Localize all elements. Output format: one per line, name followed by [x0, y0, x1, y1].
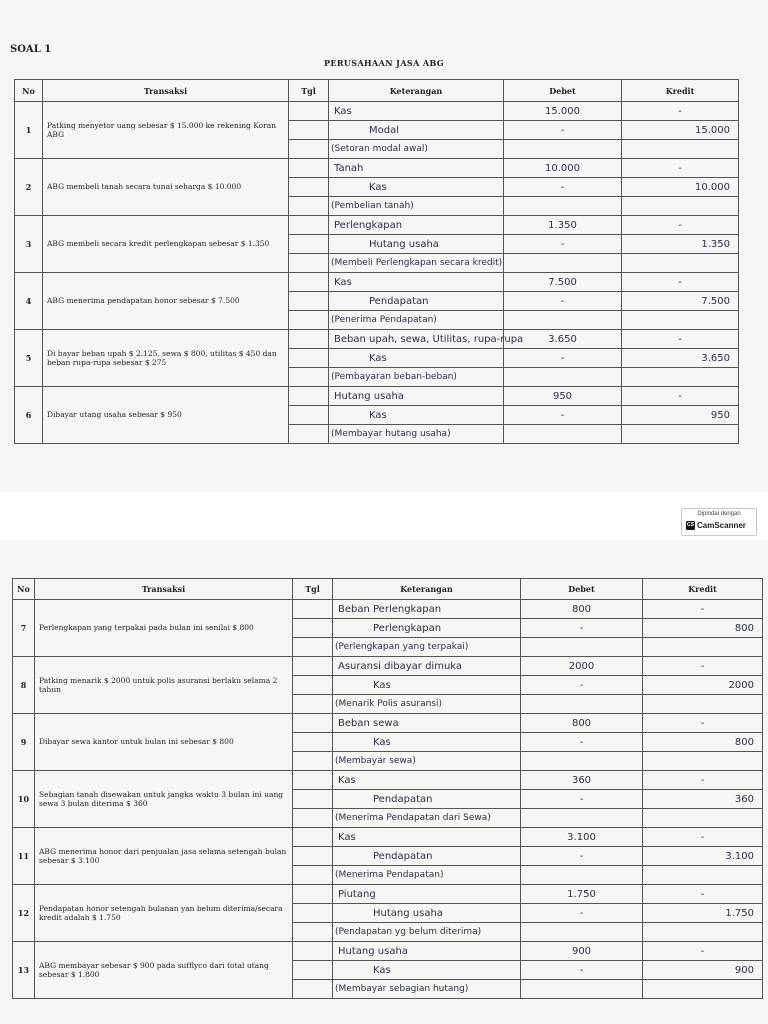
date-cell	[293, 638, 333, 657]
debit-amount	[504, 254, 622, 273]
debit-amount	[504, 197, 622, 216]
entry-note: (Pembelian tanah)	[329, 197, 504, 216]
column-header: Debet	[521, 579, 643, 600]
entry-number: 5	[15, 330, 43, 387]
date-cell	[289, 102, 329, 121]
date-cell	[289, 292, 329, 311]
credit-amount: -	[643, 657, 763, 676]
credit-account: Hutang usaha	[329, 235, 504, 254]
debit-account: Hutang usaha	[329, 387, 504, 406]
debit-account: Perlengkapan	[329, 216, 504, 235]
entry-number: 10	[13, 771, 35, 828]
debit-account: Beban upah, sewa, Utilitas, rupa-rupa	[329, 330, 504, 349]
column-header: Tgl	[293, 579, 333, 600]
credit-amount: 1.350	[622, 235, 739, 254]
debit-amount: 900	[521, 942, 643, 961]
debit-amount	[521, 638, 643, 657]
entry-note: (Membayar sebagian hutang)	[333, 980, 521, 999]
credit-account: Kas	[333, 961, 521, 980]
column-header: Transaksi	[43, 80, 289, 102]
debit-amount: -	[521, 961, 643, 980]
debit-amount	[521, 923, 643, 942]
credit-amount: -	[643, 771, 763, 790]
entry-number: 7	[13, 600, 35, 657]
column-header: No	[15, 80, 43, 102]
credit-account: Pendapatan	[333, 790, 521, 809]
debit-amount: -	[504, 349, 622, 368]
debit-amount: -	[521, 733, 643, 752]
entry-number: 3	[15, 216, 43, 273]
date-cell	[289, 235, 329, 254]
scanned-with-label: Dipindai dengan	[697, 511, 741, 517]
credit-amount: -	[622, 216, 739, 235]
credit-amount	[622, 425, 739, 444]
debit-amount	[521, 980, 643, 999]
transaction-description: Dibayar sewa kantor untuk bulan ini sebesar $ 800	[35, 714, 293, 771]
credit-amount	[622, 368, 739, 387]
date-cell	[289, 273, 329, 292]
debit-amount: 1.750	[521, 885, 643, 904]
entry-number: 2	[15, 159, 43, 216]
debit-amount	[521, 752, 643, 771]
transaction-description: ABG menerima honor dari penjualan jasa selama setengah bulan sebesar $ 3.100	[35, 828, 293, 885]
credit-amount: -	[643, 828, 763, 847]
date-cell	[289, 406, 329, 425]
table-row	[15, 159, 739, 178]
date-cell	[289, 330, 329, 349]
debit-amount: -	[504, 121, 622, 140]
debit-account: Kas	[333, 828, 521, 847]
journal-table-continued	[12, 578, 763, 999]
entry-number: 1	[15, 102, 43, 159]
table-row	[15, 387, 739, 406]
transaction-description: Di bayar beban upah $ 2.125, sewa $ 800, utilitas $ 450 dan beban rupa-rupa sebesar $ 275	[43, 330, 289, 387]
debit-amount: 2000	[521, 657, 643, 676]
table-row	[13, 771, 763, 790]
debit-amount: -	[504, 235, 622, 254]
debit-account: Piutang	[333, 885, 521, 904]
entry-note: (Membeli Perlengkapan secara kredit)	[329, 254, 504, 273]
table-row	[13, 828, 763, 847]
debit-amount: -	[521, 676, 643, 695]
credit-amount: 10.000	[622, 178, 739, 197]
credit-amount	[622, 140, 739, 159]
credit-amount	[643, 695, 763, 714]
column-header: Tgl	[289, 80, 329, 102]
date-cell	[293, 885, 333, 904]
debit-amount: -	[521, 904, 643, 923]
table-row	[13, 657, 763, 676]
column-header: Transaksi	[35, 579, 293, 600]
entry-number: 8	[13, 657, 35, 714]
credit-account: Kas	[333, 676, 521, 695]
credit-account: Kas	[329, 406, 504, 425]
debit-amount: 360	[521, 771, 643, 790]
date-cell	[289, 425, 329, 444]
credit-amount: -	[643, 714, 763, 733]
debit-amount: -	[521, 619, 643, 638]
debit-amount: 800	[521, 600, 643, 619]
table-row	[15, 330, 739, 349]
date-cell	[293, 676, 333, 695]
table-row	[13, 600, 763, 619]
credit-amount: 2000	[643, 676, 763, 695]
entry-number: 6	[15, 387, 43, 444]
credit-amount	[643, 809, 763, 828]
entry-number: 13	[13, 942, 35, 999]
date-cell	[293, 923, 333, 942]
date-cell	[289, 178, 329, 197]
column-header: No	[13, 579, 35, 600]
date-cell	[293, 809, 333, 828]
credit-amount	[643, 866, 763, 885]
date-cell	[293, 980, 333, 999]
date-cell	[289, 121, 329, 140]
debit-account: Asuransi dibayar dimuka	[333, 657, 521, 676]
date-cell	[293, 733, 333, 752]
debit-amount: 10.000	[504, 159, 622, 178]
scanned-page-1	[0, 0, 768, 492]
debit-account: Kas	[329, 273, 504, 292]
column-header: Kredit	[643, 579, 763, 600]
entry-number: 9	[13, 714, 35, 771]
entry-note: (Perlengkapan yang terpakai)	[333, 638, 521, 657]
entry-note: (Pendapatan yg belum diterima)	[333, 923, 521, 942]
company-title: PERUSAHAAN JASA ABG	[323, 58, 445, 68]
entry-note: (Membayar hutang usaha)	[329, 425, 504, 444]
column-header: Keterangan	[333, 579, 521, 600]
credit-amount: -	[643, 942, 763, 961]
date-cell	[289, 349, 329, 368]
debit-amount	[521, 866, 643, 885]
date-cell	[289, 159, 329, 178]
credit-amount: 3.100	[643, 847, 763, 866]
credit-account: Kas	[329, 349, 504, 368]
debit-amount	[521, 695, 643, 714]
camscanner-logo-icon: CS	[687, 522, 694, 529]
date-cell	[293, 790, 333, 809]
date-cell	[293, 619, 333, 638]
credit-amount: -	[622, 330, 739, 349]
transaction-description: ABG membeli secara kredit perlengkapan sebesar $ 1.350	[43, 216, 289, 273]
credit-account: Perlengkapan	[333, 619, 521, 638]
date-cell	[293, 847, 333, 866]
debit-amount	[504, 368, 622, 387]
credit-amount	[643, 752, 763, 771]
table-header-row	[15, 80, 739, 102]
credit-account: Pendapatan	[333, 847, 521, 866]
transaction-description: Dibayar utang usaha sebesar $ 950	[43, 387, 289, 444]
credit-amount: 800	[643, 733, 763, 752]
credit-amount: 360	[643, 790, 763, 809]
transaction-description: Sebagian tanah disewakan untuk jangka waktu 3 bulan ini uang sewa 3 bulan diterima $ 360	[35, 771, 293, 828]
transaction-description: ABG menerima pendapatan honor sebesar $ 7.500	[43, 273, 289, 330]
transaction-description: Patking menyetor uang sebesar $ 15.000 ke rekening Koran ABG	[43, 102, 289, 159]
credit-amount: 800	[643, 619, 763, 638]
column-header: Kredit	[622, 80, 739, 102]
table-row	[13, 714, 763, 733]
table-row	[15, 216, 739, 235]
debit-amount	[504, 140, 622, 159]
debit-account: Tanah	[329, 159, 504, 178]
table-header-row	[13, 579, 763, 600]
credit-amount: 950	[622, 406, 739, 425]
entry-note: (Pembayaran beban-beban)	[329, 368, 504, 387]
date-cell	[289, 216, 329, 235]
camscanner-badge	[681, 508, 757, 536]
column-header: Keterangan	[329, 80, 504, 102]
entry-number: 12	[13, 885, 35, 942]
date-cell	[293, 714, 333, 733]
credit-amount: 7.500	[622, 292, 739, 311]
transaction-description: ABG membayar sebesar $ 900 pada sufflyco dari total utang sebesar $ 1.800	[35, 942, 293, 999]
credit-account: Hutang usaha	[333, 904, 521, 923]
entry-note: (Penerima Pendapatan)	[329, 311, 504, 330]
entry-note: (Membayar sewa)	[333, 752, 521, 771]
credit-amount: 1.750	[643, 904, 763, 923]
table-row	[13, 942, 763, 961]
debit-amount: 800	[521, 714, 643, 733]
table-row	[13, 885, 763, 904]
date-cell	[289, 387, 329, 406]
table-row	[15, 273, 739, 292]
date-cell	[293, 657, 333, 676]
credit-account: Modal	[329, 121, 504, 140]
credit-amount	[643, 638, 763, 657]
date-cell	[293, 904, 333, 923]
transaction-description: Perlengkapan yang terpakai pada bulan ini senilai $ 800	[35, 600, 293, 657]
credit-amount: 900	[643, 961, 763, 980]
credit-account: Kas	[329, 178, 504, 197]
credit-amount	[622, 254, 739, 273]
date-cell	[289, 311, 329, 330]
entry-note: (Menerima Pendapatan)	[333, 866, 521, 885]
journal-table	[14, 79, 739, 444]
credit-amount	[622, 311, 739, 330]
credit-amount: -	[622, 102, 739, 121]
entry-note: (Menerima Pendapatan dari Sewa)	[333, 809, 521, 828]
credit-amount: -	[622, 159, 739, 178]
credit-amount	[643, 923, 763, 942]
date-cell	[293, 600, 333, 619]
credit-amount: -	[643, 600, 763, 619]
credit-account: Pendapatan	[329, 292, 504, 311]
credit-amount: -	[622, 387, 739, 406]
debit-account: Beban Perlengkapan	[333, 600, 521, 619]
credit-amount: -	[622, 273, 739, 292]
debit-amount	[521, 809, 643, 828]
debit-amount: -	[521, 790, 643, 809]
transaction-description: Pendapatan honor setengah bulanan yan belum diterima/secara kredit adalah $ 1.750	[35, 885, 293, 942]
soal-label: SOAL 1	[10, 44, 52, 55]
date-cell	[289, 197, 329, 216]
debit-account: Kas	[333, 771, 521, 790]
date-cell	[293, 695, 333, 714]
credit-amount	[622, 197, 739, 216]
transaction-description: Patking menarik $ 2000 untuk polis asuransi berlaku selama 2 tahun	[35, 657, 293, 714]
debit-amount: -	[504, 292, 622, 311]
debit-amount	[504, 425, 622, 444]
credit-amount: 15.000	[622, 121, 739, 140]
date-cell	[293, 828, 333, 847]
credit-amount: 3.650	[622, 349, 739, 368]
date-cell	[293, 866, 333, 885]
debit-amount: 3.100	[521, 828, 643, 847]
date-cell	[293, 752, 333, 771]
scanned-page-2	[0, 540, 768, 1024]
date-cell	[289, 368, 329, 387]
debit-account: Hutang usaha	[333, 942, 521, 961]
debit-amount: -	[504, 406, 622, 425]
date-cell	[293, 942, 333, 961]
debit-account: Kas	[329, 102, 504, 121]
debit-amount: -	[521, 847, 643, 866]
entry-note: (Menarik Polis asuransi)	[333, 695, 521, 714]
camscanner-brand: CamScanner	[697, 521, 746, 530]
debit-amount	[504, 311, 622, 330]
entry-number: 11	[13, 828, 35, 885]
entry-number: 4	[15, 273, 43, 330]
credit-account: Kas	[333, 733, 521, 752]
transaction-description: ABG membeli tanah secara tunai seharga $ 10.000	[43, 159, 289, 216]
debit-account: Beban sewa	[333, 714, 521, 733]
debit-amount: 7.500	[504, 273, 622, 292]
debit-amount: 3.650	[504, 330, 622, 349]
debit-amount: 950	[504, 387, 622, 406]
date-cell	[289, 140, 329, 159]
debit-amount: -	[504, 178, 622, 197]
entry-note: (Setoran modal awal)	[329, 140, 504, 159]
debit-amount: 15.000	[504, 102, 622, 121]
date-cell	[293, 771, 333, 790]
credit-amount	[643, 980, 763, 999]
credit-amount: -	[643, 885, 763, 904]
table-row	[15, 102, 739, 121]
date-cell	[289, 254, 329, 273]
date-cell	[293, 961, 333, 980]
column-header: Debet	[504, 80, 622, 102]
debit-amount: 1.350	[504, 216, 622, 235]
